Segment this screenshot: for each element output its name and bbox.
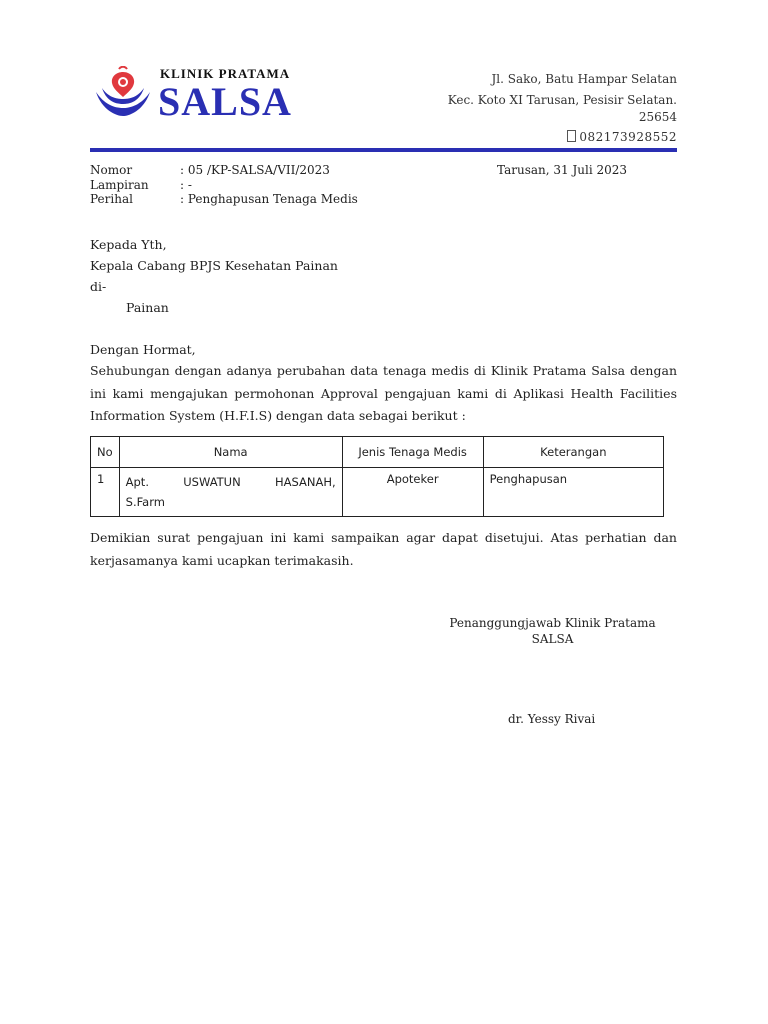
recipient-salutation: Kepada Yth,: [90, 237, 167, 252]
place-date: Tarusan, 31 Juli 2023: [497, 163, 628, 177]
recipient-title: Kepala Cabang BPJS Kesehatan Painan: [90, 258, 338, 273]
lampiran-label: Lampiran: [90, 178, 149, 192]
greeting: Dengan Hormat,: [90, 342, 196, 357]
perihal-label: Perihal: [90, 192, 133, 206]
phone-number-row: [567, 130, 677, 144]
recipient-di: di-: [90, 279, 107, 294]
address-line-1: Jl. Sako, Batu Hampar Selatan: [491, 72, 677, 86]
letterhead-divider: [90, 148, 677, 152]
clinic-logo: [92, 66, 154, 120]
header-keterangan: Keterangan: [483, 437, 663, 468]
nomor-label: Nomor: [90, 163, 133, 177]
header-nama: Nama: [119, 437, 342, 468]
postal-code: 25654: [638, 110, 677, 124]
cell-keterangan: Penghapusan: [483, 468, 663, 517]
table-row: [91, 468, 664, 517]
nomor-value: : 05 /KP-SALSA/VII/2023: [180, 163, 330, 177]
phone-number: 082173928552: [579, 130, 677, 144]
header-no: No: [91, 437, 120, 468]
lampiran-value: : -: [180, 178, 192, 192]
signature-title-line2: SALSA: [531, 632, 574, 646]
cell-nama-line1: Apt. USWATUN HASANAH,: [125, 475, 336, 489]
header-jenis: Jenis Tenaga Medis: [342, 437, 483, 468]
clinic-subtitle: KLINIK PRATAMA: [160, 66, 291, 81]
logo-emblem-icon: [92, 66, 154, 120]
signature-title: [440, 615, 665, 647]
recipient-city: Painan: [126, 300, 169, 315]
intro-paragraph: Sehubungan dengan adanya perubahan data tenaga medis di Klinik Pratama Salsa dengan ini kami mengajukan permohonan Approval pengajuan kami di Aplikasi Health Facilities Information System (H.F.I.S) dengan data sebagai berikut :: [90, 363, 677, 423]
cell-nama: [119, 468, 342, 517]
cell-nama-line2: S.Farm: [125, 495, 165, 509]
staff-table: [90, 436, 664, 517]
signature-name: dr. Yessy Rivai: [508, 712, 596, 726]
clinic-name: SALSA: [158, 79, 292, 124]
address-line-2: Kec. Koto XI Tarusan, Pesisir Selatan.: [447, 93, 677, 107]
cell-no: 1: [91, 468, 120, 517]
phone-icon: [567, 130, 576, 142]
signature-title-line1: Penanggungjawab Klinik Pratama: [449, 616, 656, 630]
perihal-value: : Penghapusan Tenaga Medis: [180, 192, 358, 206]
closing-paragraph: Demikian surat pengajuan ini kami sampaikan agar dapat disetujui. Atas perhatian dan kerjasamanya kami ucapkan terimakasih.: [90, 530, 677, 568]
cell-jenis: Apoteker: [342, 468, 483, 517]
table-header-row: [91, 437, 664, 468]
